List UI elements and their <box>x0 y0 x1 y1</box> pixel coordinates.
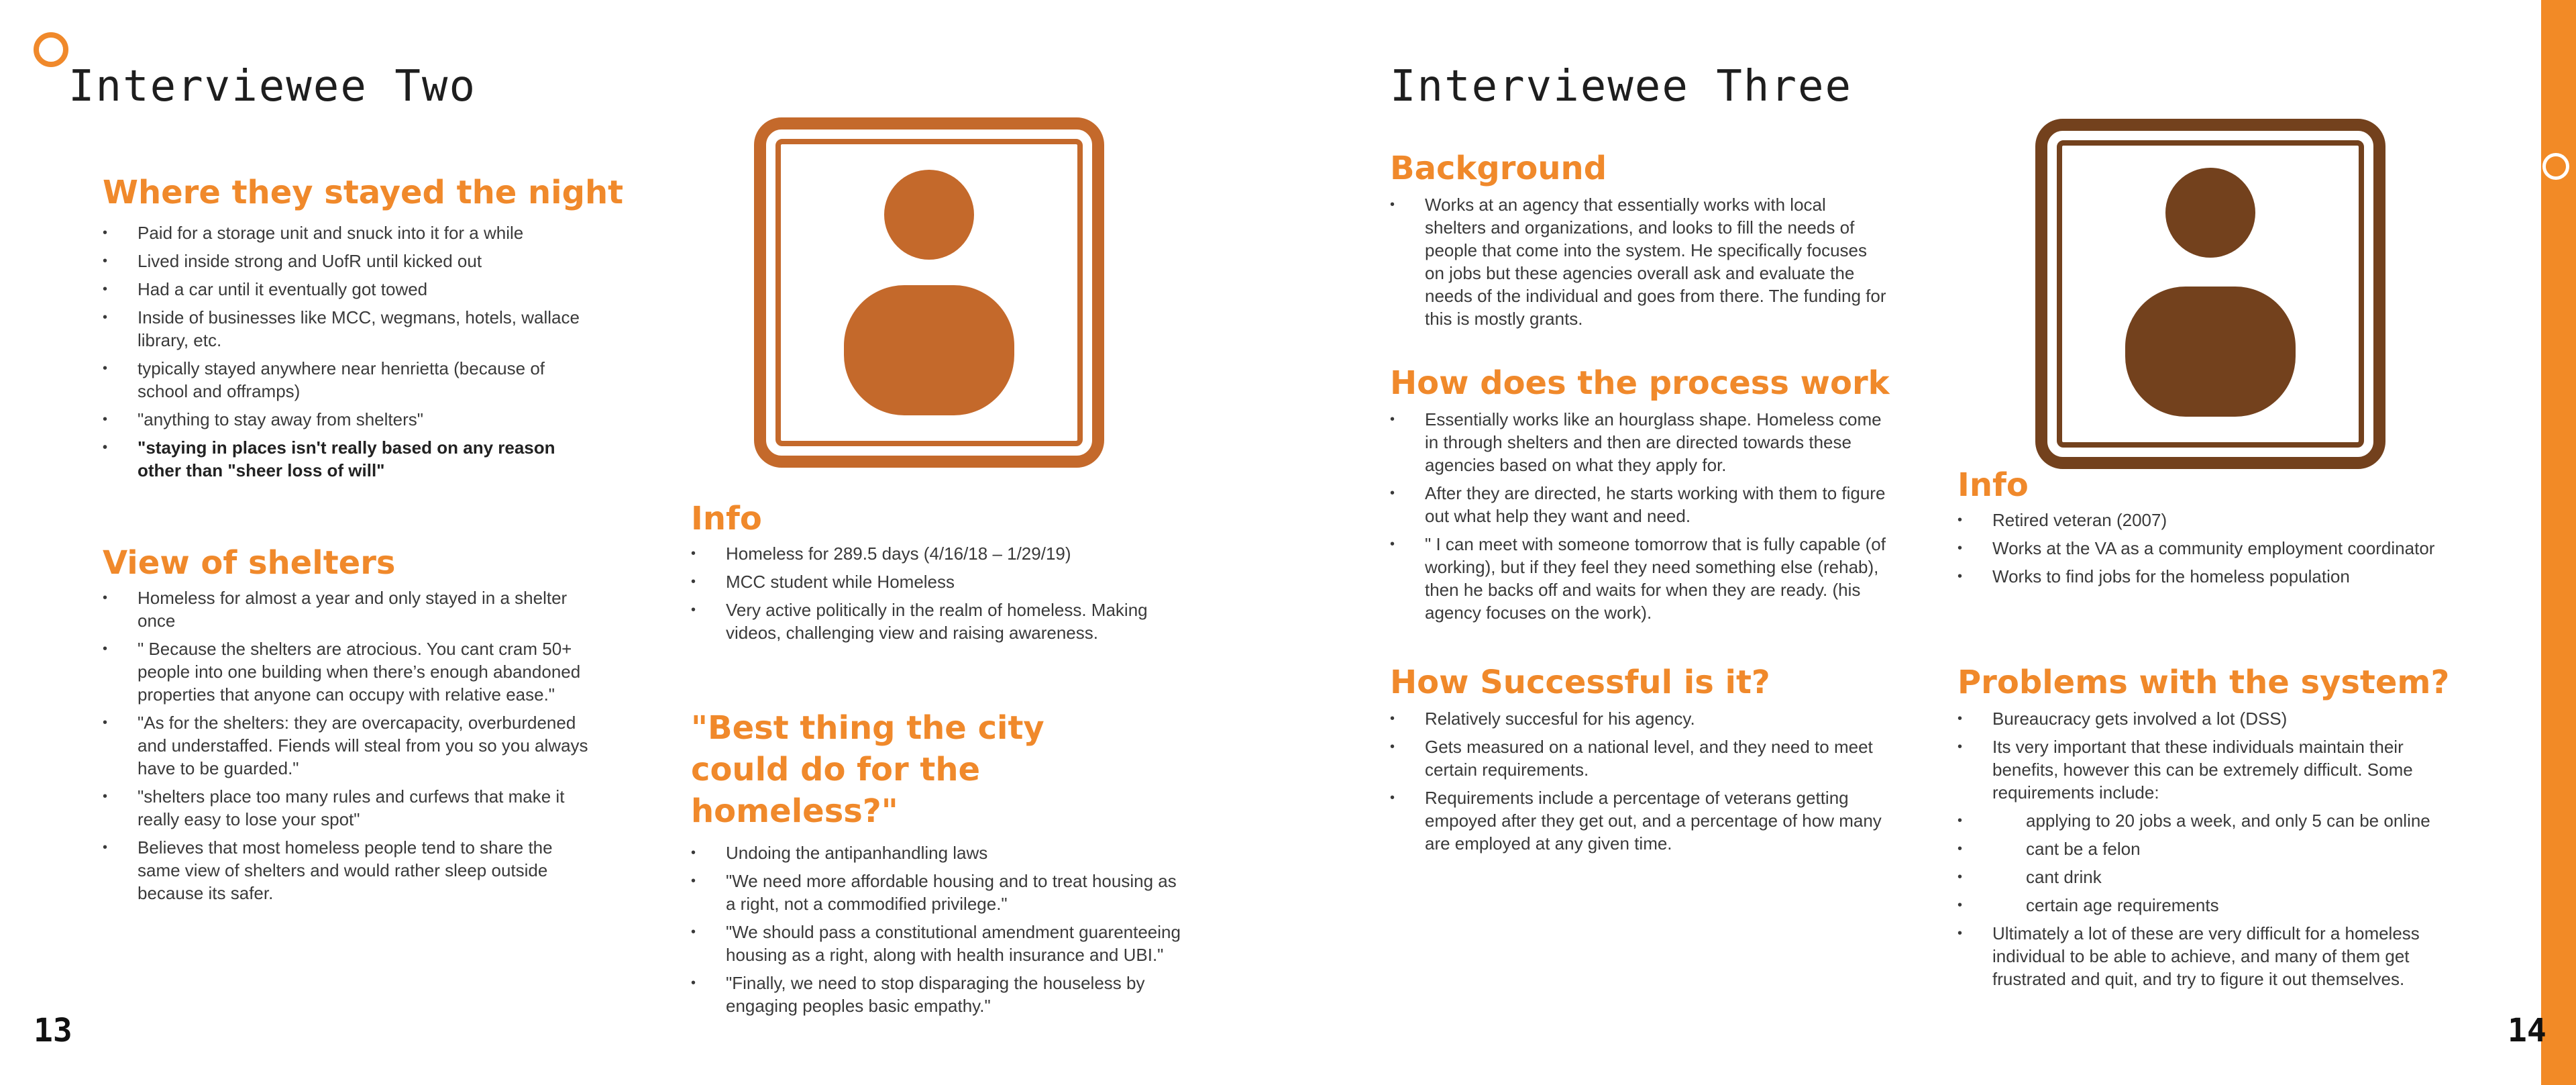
list-item: • Relatively succesful for his agency. <box>1390 707 1886 730</box>
problems-section <box>1957 662 2467 996</box>
list-item: • "We should pass a constitutional amendment guarenteeing housing as a right, along with health insurance and UBI." <box>691 921 1187 966</box>
section-heading: Info <box>1957 466 2029 504</box>
list-item: • applying to 20 jobs a week, and only 5 can be online <box>1957 809 2467 832</box>
list-item: • "As for the shelters: they are overcapacity, overburdened and understaffed. Fiends will steal from you so you always have to be guarded." <box>103 711 599 780</box>
view-of-shelters-list <box>103 586 599 905</box>
list-item: • " I can meet with someone tomorrow that is fully capable (of working), but if they feel they need something else (rehab), then he backs off and waits for when they are ready. (his agency focuses on the work). <box>1390 533 1886 624</box>
list-item: • Ultimately a lot of these are very difficult for a homeless individual to be able to achieve, and many of them get frustrated and quit, and try to figure it out themselves. <box>1957 922 2467 990</box>
where-stayed-section <box>103 172 624 487</box>
where-stayed-list <box>103 221 599 482</box>
list-item: • Its very important that these individuals maintain their benefits, however this can be extremely difficult. Some requirements include: <box>1957 735 2467 804</box>
list-item: • Homeless for almost a year and only stayed in a shelter once <box>103 586 599 632</box>
list-item: • Retired veteran (2007) <box>1957 509 2454 531</box>
problems-list <box>1957 707 2467 990</box>
list-item: • "Finally, we need to stop disparaging the houseless by engaging peoples basic empathy." <box>691 972 1187 1017</box>
ring-decoration-icon <box>34 32 68 67</box>
section-heading: Info <box>691 500 762 537</box>
section-heading: View of shelters <box>103 544 396 582</box>
best-thing-list <box>691 841 1187 1017</box>
list-item: • Works to find jobs for the homeless population <box>1957 565 2454 588</box>
page-title: Interviewee Three <box>1390 62 1853 111</box>
section-heading: How Successful is it? <box>1390 664 1770 701</box>
list-item: • "shelters place too many rules and curfews that make it really easy to lose your spot" <box>103 785 599 831</box>
successful-list <box>1390 707 1886 855</box>
list-item: • "anything to stay away from shelters" <box>103 408 599 431</box>
person-icon <box>2035 119 2385 469</box>
page-number: 14 <box>2508 1012 2546 1049</box>
list-item: • Lived inside strong and UofR until kicked out <box>103 250 599 272</box>
list-item: • Homeless for 289.5 days (4/16/18 – 1/29/19) <box>691 542 1187 565</box>
background-section <box>1390 148 1886 335</box>
section-heading: "Best thing the city could do for the homeless?" <box>691 709 1044 830</box>
list-item: • MCC student while Homeless <box>691 570 1187 593</box>
info-section <box>1957 464 2454 593</box>
list-item: • Bureaucracy gets involved a lot (DSS) <box>1957 707 2467 730</box>
person-icon <box>754 117 1104 468</box>
section-heading: Where they stayed the night <box>103 174 624 211</box>
list-item: • cant drink <box>1957 866 2467 888</box>
info-list <box>1957 509 2454 588</box>
list-item: • Had a car until it eventually got towed <box>103 278 599 301</box>
list-item: • Works at an agency that essentially works with local shelters and organizations, and looks to fill the needs of people that come into the system. He specifically focuses on jobs but these agencies overall ask and evaluate the needs of the individual and goes from there. The funding for this is mostly grants. <box>1390 193 1886 330</box>
list-item: • Works at the VA as a community employment coordinator <box>1957 537 2454 560</box>
list-item: • After they are directed, he starts working with them to figure out what help they want and need. <box>1390 482 1886 527</box>
page-title: Interviewee Two <box>68 62 476 111</box>
background-list <box>1390 193 1886 330</box>
list-item: • Very active politically in the realm of homeless. Making videos, challenging view and raising awareness. <box>691 599 1187 644</box>
list-item: • certain age requirements <box>1957 894 2467 917</box>
process-list <box>1390 408 1886 624</box>
list-item: • "We need more affordable housing and to treat housing as a right, not a commodified privilege." <box>691 870 1187 915</box>
section-heading: Problems with the system? <box>1957 664 2450 701</box>
list-item: • Gets measured on a national level, and they need to meet certain requirements. <box>1390 735 1886 781</box>
ring-decoration-icon <box>2542 153 2569 180</box>
list-item: • cant be a felon <box>1957 837 2467 860</box>
view-of-shelters-section <box>103 542 599 910</box>
page-number: 13 <box>34 1012 72 1049</box>
list-item: • Requirements include a percentage of veterans getting empoyed after they get out, and a percentage of how many are employed at any given time. <box>1390 786 1886 855</box>
list-item: • typically stayed anywhere near henrietta (because of school and offramps) <box>103 357 599 403</box>
list-item: • Paid for a storage unit and snuck into it for a while <box>103 221 599 244</box>
list-item-quote: • "staying in places isn't really based on any reason other than "sheer loss of will" <box>103 436 599 482</box>
successful-section <box>1390 662 1886 860</box>
best-thing-section <box>691 707 1187 1023</box>
section-heading: Background <box>1390 150 1607 187</box>
list-item: • Believes that most homeless people tend to share the same view of shelters and would rather sleep outside because its safer. <box>103 836 599 905</box>
section-heading: How does the process work <box>1390 364 1890 402</box>
info-list <box>691 542 1187 644</box>
list-item: • " Because the shelters are atrocious. You cant cram 50+ people into one building when there’s enough abandoned properties that anyone can occupy with relative ease." <box>103 637 599 706</box>
info-section <box>691 498 1187 650</box>
list-item: • Essentially works like an hourglass shape. Homeless come in through shelters and then are directed towards these agencies based on what they apply for. <box>1390 408 1886 476</box>
list-item: • Inside of businesses like MCC, wegmans, hotels, wallace library, etc. <box>103 306 599 352</box>
process-section <box>1390 362 1890 629</box>
list-item: • Undoing the antipanhandling laws <box>691 841 1187 864</box>
